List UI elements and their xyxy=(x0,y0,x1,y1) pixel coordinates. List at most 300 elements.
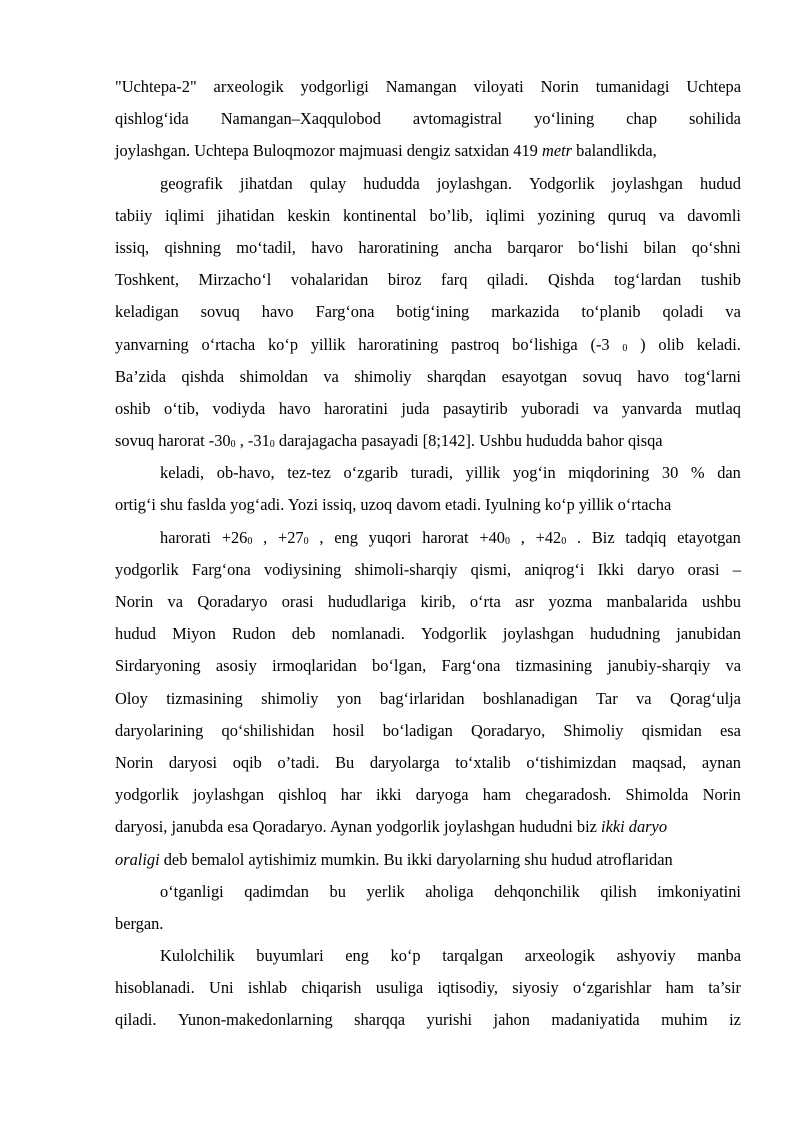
word xyxy=(386,71,457,103)
word xyxy=(686,71,741,103)
word xyxy=(637,554,674,586)
text-fragment: chiqarish xyxy=(301,978,362,998)
text-fragment: manbalarida xyxy=(606,592,688,611)
italic-text: metr xyxy=(541,141,573,161)
text-fragment: asr xyxy=(515,592,535,611)
word xyxy=(590,618,660,650)
word xyxy=(172,618,216,650)
word xyxy=(607,650,710,682)
text-fragment: janubidan xyxy=(676,624,741,644)
word xyxy=(213,393,266,425)
word xyxy=(391,940,421,972)
word xyxy=(729,1004,741,1036)
text-fragment: Yodgorlik xyxy=(529,173,595,193)
text-fragment: keskin xyxy=(287,205,331,225)
word xyxy=(282,586,314,618)
text-fragment: Ba’zida xyxy=(115,366,166,386)
text-fragment: o‘rta xyxy=(469,592,501,611)
text-fragment: daryosi, janubda esa Qoradaryo. Aynan yodgorlik joylashgan hududni biz xyxy=(115,817,602,837)
text-fragment: Tar xyxy=(596,688,618,708)
text-fragment: orasi xyxy=(281,592,314,611)
word xyxy=(396,296,469,328)
word xyxy=(421,618,487,650)
text-fragment: darajagacha pasayadi [8;142]. Ushbu hududda bahor qisqa xyxy=(274,431,663,451)
degree-mark: 0 xyxy=(505,535,510,547)
text-fragment: esa xyxy=(720,720,741,740)
text-fragment: joylashgan. Uchtepa Buloqmozor majmuasi dengiz satxidan 419 xyxy=(115,141,542,161)
word xyxy=(214,71,284,103)
text-fragment: siyosiy xyxy=(512,978,559,998)
text-line xyxy=(115,489,741,521)
text-fragment: sohilida xyxy=(689,109,741,129)
word xyxy=(471,715,545,747)
text-fragment: va xyxy=(636,688,652,708)
word xyxy=(310,168,346,200)
text-fragment: % xyxy=(690,463,705,483)
word xyxy=(725,296,740,328)
text-fragment: biroz xyxy=(387,270,422,290)
word xyxy=(422,522,468,554)
degree-mark: 0 xyxy=(303,535,309,547)
word xyxy=(573,972,651,1004)
text-fragment: o‘tishimizdan xyxy=(526,752,617,772)
text-fragment: balandlikda, xyxy=(572,141,657,161)
word xyxy=(115,779,179,811)
text-fragment: ham xyxy=(482,785,512,805)
word xyxy=(507,232,563,264)
text-fragment: ortig‘i shu faslda yog‘adi. Yozi issiq, uzoq davom etadi. Iyulning ko‘p yillik o‘rtacha xyxy=(115,495,672,515)
word xyxy=(443,393,508,425)
word xyxy=(525,940,595,972)
text-fragment: qishlog‘ida xyxy=(115,109,189,129)
word xyxy=(115,393,151,425)
word xyxy=(600,876,636,908)
word xyxy=(420,586,455,618)
text-fragment: yanvarda xyxy=(621,398,682,418)
text-fragment: joylashgan. xyxy=(436,173,512,193)
text-fragment: , -31 xyxy=(235,431,270,451)
text-fragment: hudud xyxy=(115,624,156,644)
word xyxy=(538,200,595,232)
word xyxy=(316,296,375,328)
text-fragment: qishda xyxy=(181,366,225,386)
text-fragment: iqlimi xyxy=(165,205,205,225)
word xyxy=(178,1004,333,1036)
text-fragment: etayotgan xyxy=(677,527,741,547)
text-fragment: Rudon xyxy=(231,624,276,644)
text-fragment: va xyxy=(658,205,675,225)
word xyxy=(369,522,412,554)
text-fragment: aniqrog‘i xyxy=(524,559,585,579)
word xyxy=(330,876,346,908)
text-fragment: oqib xyxy=(232,752,262,772)
text-fragment: qismi, xyxy=(470,559,512,579)
text-line xyxy=(115,715,741,747)
text-line xyxy=(115,135,741,167)
text-fragment: daryosi xyxy=(168,752,218,772)
word xyxy=(115,361,166,393)
text-fragment: tarqalgan xyxy=(442,946,504,966)
text-fragment: Toshkent, xyxy=(115,270,179,290)
word xyxy=(583,361,622,393)
word xyxy=(697,940,741,972)
text-fragment: hosil xyxy=(332,720,365,740)
word xyxy=(717,457,741,489)
text-fragment: Sirdaryoning xyxy=(115,656,201,676)
text-fragment: Norin xyxy=(540,77,579,96)
text-line xyxy=(115,876,741,908)
word xyxy=(301,71,369,103)
text-fragment: ishlab xyxy=(247,978,288,998)
word xyxy=(700,168,741,200)
degree-mark: 0 xyxy=(269,439,275,451)
word xyxy=(354,1004,405,1036)
text-fragment: yerlik xyxy=(366,881,405,901)
text-fragment: quruq xyxy=(607,205,647,225)
word xyxy=(640,329,645,361)
text-fragment: . xyxy=(577,527,582,547)
word xyxy=(358,329,438,361)
text-fragment: vodiyda xyxy=(212,398,266,418)
word xyxy=(663,296,704,328)
word xyxy=(593,393,608,425)
text-fragment: 30 xyxy=(661,463,679,483)
text-fragment: dan xyxy=(717,463,741,483)
word xyxy=(662,457,678,489)
word xyxy=(160,940,235,972)
text-fragment: sharqqa xyxy=(354,1010,406,1030)
text-fragment: kirib, xyxy=(420,592,456,611)
word xyxy=(217,457,275,489)
word xyxy=(632,747,686,779)
text-line xyxy=(115,329,741,361)
text-line xyxy=(115,844,741,876)
word xyxy=(659,200,674,232)
text-fragment: Uchtepa xyxy=(686,77,741,96)
text-fragment: joylashgan xyxy=(193,785,265,805)
text-fragment: shimoliy xyxy=(261,688,319,708)
text-fragment: dehqonchilik xyxy=(494,881,580,901)
text-fragment: yon xyxy=(336,688,362,708)
text-fragment: tez-tez xyxy=(287,463,331,483)
text-fragment: Farg‘ona xyxy=(441,656,501,676)
text-fragment: barqaror xyxy=(507,237,563,257)
text-fragment: jihatdan xyxy=(239,173,293,193)
text-fragment: keladigan xyxy=(115,302,179,322)
word xyxy=(311,232,343,264)
word xyxy=(695,393,741,425)
text-line xyxy=(115,522,741,554)
text-line xyxy=(115,940,741,972)
text-fragment: yodgorlik xyxy=(115,559,179,579)
text-fragment: ob-havo, xyxy=(216,463,275,483)
word xyxy=(332,618,405,650)
word xyxy=(160,876,224,908)
word xyxy=(115,554,179,586)
text-fragment: asosiy xyxy=(215,656,257,676)
text-fragment: "Uchtepa-2" xyxy=(115,77,197,96)
text-fragment: oshib xyxy=(115,398,151,418)
word xyxy=(240,361,308,393)
word xyxy=(676,618,741,650)
word xyxy=(278,779,326,811)
degree-mark: 0 xyxy=(561,535,567,547)
word xyxy=(334,522,358,554)
word xyxy=(642,715,702,747)
text-fragment: bo‘ladigan xyxy=(382,720,453,740)
text-line xyxy=(115,168,741,200)
text-fragment: Kulolchilik xyxy=(160,946,235,966)
text-fragment: muhim xyxy=(661,1010,708,1030)
word xyxy=(301,972,361,1004)
text-fragment: arxeologik xyxy=(213,77,284,96)
text-fragment: haroratining xyxy=(358,334,439,354)
text-fragment: hisoblanadi. xyxy=(115,978,195,998)
word xyxy=(372,650,426,682)
word xyxy=(263,522,267,554)
text-fragment: o’tadi. xyxy=(277,752,320,772)
text-fragment: ko‘p xyxy=(267,334,299,354)
word xyxy=(692,232,741,264)
word xyxy=(261,683,318,715)
word xyxy=(592,522,615,554)
text-fragment: Biz xyxy=(591,527,615,547)
word xyxy=(703,779,741,811)
text-fragment: o‘rtacha xyxy=(201,334,256,354)
word xyxy=(622,393,682,425)
text-line xyxy=(115,972,741,1004)
text-fragment: yurishi xyxy=(426,1010,473,1030)
text-fragment: yodgorlik xyxy=(115,785,179,805)
word xyxy=(277,747,319,779)
word xyxy=(657,876,741,908)
document-page xyxy=(115,71,741,1037)
text-fragment: tizmasining xyxy=(515,656,593,676)
text-fragment: arxeologik xyxy=(524,946,595,966)
text-fragment: Namangan xyxy=(385,77,457,96)
text-fragment: avtomagistral xyxy=(412,109,503,129)
text-fragment: , xyxy=(520,527,525,547)
text-fragment: Oloy xyxy=(115,688,148,708)
text-fragment: qishning xyxy=(164,237,221,257)
text-fragment: bag‘irlaridan xyxy=(379,688,465,708)
word xyxy=(526,747,616,779)
word xyxy=(217,200,274,232)
text-fragment: ko‘p xyxy=(390,946,421,966)
word xyxy=(287,200,330,232)
word xyxy=(617,940,676,972)
word xyxy=(733,554,741,586)
text-fragment: qismidan xyxy=(641,720,702,740)
text-fragment: qo‘shni xyxy=(691,237,741,257)
word xyxy=(430,200,473,232)
text-fragment: aholiga xyxy=(425,881,474,901)
word xyxy=(197,586,267,618)
text-fragment: shimoli-sharqiy xyxy=(354,559,458,579)
word xyxy=(474,71,524,103)
text-fragment: Norin xyxy=(115,752,154,772)
italic-text: oraligi xyxy=(115,849,160,869)
text-fragment: Ikki xyxy=(597,559,624,579)
word xyxy=(202,329,256,361)
word xyxy=(701,264,741,296)
word xyxy=(355,554,458,586)
word xyxy=(512,329,578,361)
text-fragment: vodiysining xyxy=(263,559,342,579)
text-fragment: Farg‘ona xyxy=(315,302,375,322)
word xyxy=(658,329,684,361)
word xyxy=(115,586,153,618)
word xyxy=(685,361,741,393)
text-fragment: viloyati xyxy=(473,77,524,96)
word xyxy=(193,779,264,811)
word xyxy=(486,200,525,232)
text-fragment: Miyon xyxy=(172,624,216,644)
word xyxy=(115,264,179,296)
word xyxy=(115,232,149,264)
text-fragment: qo‘shilishidan xyxy=(221,720,315,740)
text-fragment: havo xyxy=(637,366,670,386)
word xyxy=(427,361,486,393)
word xyxy=(376,972,423,1004)
text-fragment: havo xyxy=(278,398,311,418)
word xyxy=(670,683,741,715)
text-fragment: maqsad, xyxy=(632,752,687,772)
word xyxy=(708,972,741,1004)
word xyxy=(201,296,240,328)
text-line xyxy=(115,425,741,457)
word xyxy=(441,264,467,296)
text-line xyxy=(115,554,741,586)
text-fragment: harorati xyxy=(160,527,211,547)
word xyxy=(413,103,502,135)
word xyxy=(455,747,511,779)
text-fragment: hudud xyxy=(699,173,741,193)
text-fragment: Namangan–Xaqqulobod xyxy=(220,109,381,129)
word xyxy=(376,779,402,811)
text-fragment: yillik xyxy=(465,463,501,483)
text-fragment: sovuq xyxy=(200,302,240,322)
text-fragment: usuliga xyxy=(375,978,424,998)
text-fragment: ancha xyxy=(453,237,493,257)
text-fragment: sovuq harorat -30 xyxy=(115,431,231,451)
text-fragment: va xyxy=(725,656,741,676)
text-fragment: +40 xyxy=(479,527,505,547)
text-fragment: jihatidan xyxy=(217,205,275,225)
text-line xyxy=(115,264,741,296)
word xyxy=(521,393,579,425)
text-fragment: tushib xyxy=(700,270,741,290)
word xyxy=(401,393,429,425)
word xyxy=(333,715,365,747)
text-fragment: Norin xyxy=(115,592,154,611)
text-fragment: havo xyxy=(261,302,294,322)
word xyxy=(666,972,694,1004)
text-fragment: sovuq xyxy=(582,366,622,386)
word xyxy=(354,361,411,393)
word xyxy=(363,168,419,200)
text-fragment: tadqiq xyxy=(625,527,667,547)
word xyxy=(181,361,224,393)
word xyxy=(644,232,677,264)
text-fragment: janubiy-sharqiy xyxy=(607,656,711,676)
text-line xyxy=(115,200,741,232)
word xyxy=(688,554,720,586)
text-fragment: issiq, xyxy=(115,237,150,257)
word xyxy=(525,779,611,811)
text-fragment: mo‘tadil, xyxy=(236,237,296,257)
word xyxy=(515,586,534,618)
word xyxy=(626,779,689,811)
word xyxy=(437,168,512,200)
text-fragment: o‘zgarishlar xyxy=(573,978,652,998)
text-line xyxy=(115,779,741,811)
word xyxy=(115,296,179,328)
word xyxy=(483,779,511,811)
text-fragment: , xyxy=(263,527,268,547)
text-fragment: yozma xyxy=(548,592,593,611)
word xyxy=(416,779,469,811)
text-line xyxy=(115,103,741,135)
word xyxy=(614,264,681,296)
text-fragment: bo‘lishi xyxy=(578,237,629,257)
word xyxy=(115,103,189,135)
word xyxy=(335,747,354,779)
text-line xyxy=(115,908,741,940)
text-fragment: qilish xyxy=(600,881,637,901)
text-fragment: Mirzacho‘l xyxy=(198,270,272,290)
text-fragment: shimoliy xyxy=(354,366,412,386)
word xyxy=(244,876,309,908)
text-line xyxy=(115,296,741,328)
word xyxy=(115,715,203,747)
text-line xyxy=(115,393,741,425)
word xyxy=(115,972,195,1004)
word xyxy=(232,618,276,650)
word xyxy=(268,329,298,361)
text-fragment: bilan xyxy=(643,237,677,257)
word xyxy=(323,361,338,393)
text-fragment: va xyxy=(725,302,741,322)
italic-text: ikki daryo xyxy=(601,817,668,837)
text-fragment: farq xyxy=(441,270,468,290)
degree-mark: 0 xyxy=(247,535,253,547)
word xyxy=(427,1004,473,1036)
word xyxy=(383,715,453,747)
text-fragment: va xyxy=(323,366,339,386)
text-fragment: Qoradaryo xyxy=(197,592,268,611)
word xyxy=(637,361,669,393)
text-fragment: davomli xyxy=(687,205,741,225)
word xyxy=(168,586,183,618)
word xyxy=(502,361,568,393)
text-fragment: o‘tganligi xyxy=(160,881,224,901)
word xyxy=(216,650,257,682)
text-fragment: Bu xyxy=(335,752,355,772)
word xyxy=(115,200,152,232)
text-fragment: chegaradosh. xyxy=(525,785,612,805)
word xyxy=(164,232,220,264)
text-fragment: vohalaridan xyxy=(290,270,369,290)
text-fragment: yuboradi xyxy=(521,398,580,418)
word xyxy=(513,457,556,489)
text-fragment: hududlariga xyxy=(327,592,407,611)
word xyxy=(115,1004,156,1036)
text-fragment: eng xyxy=(334,527,358,547)
text-line xyxy=(115,361,741,393)
word xyxy=(425,876,473,908)
word xyxy=(612,168,683,200)
